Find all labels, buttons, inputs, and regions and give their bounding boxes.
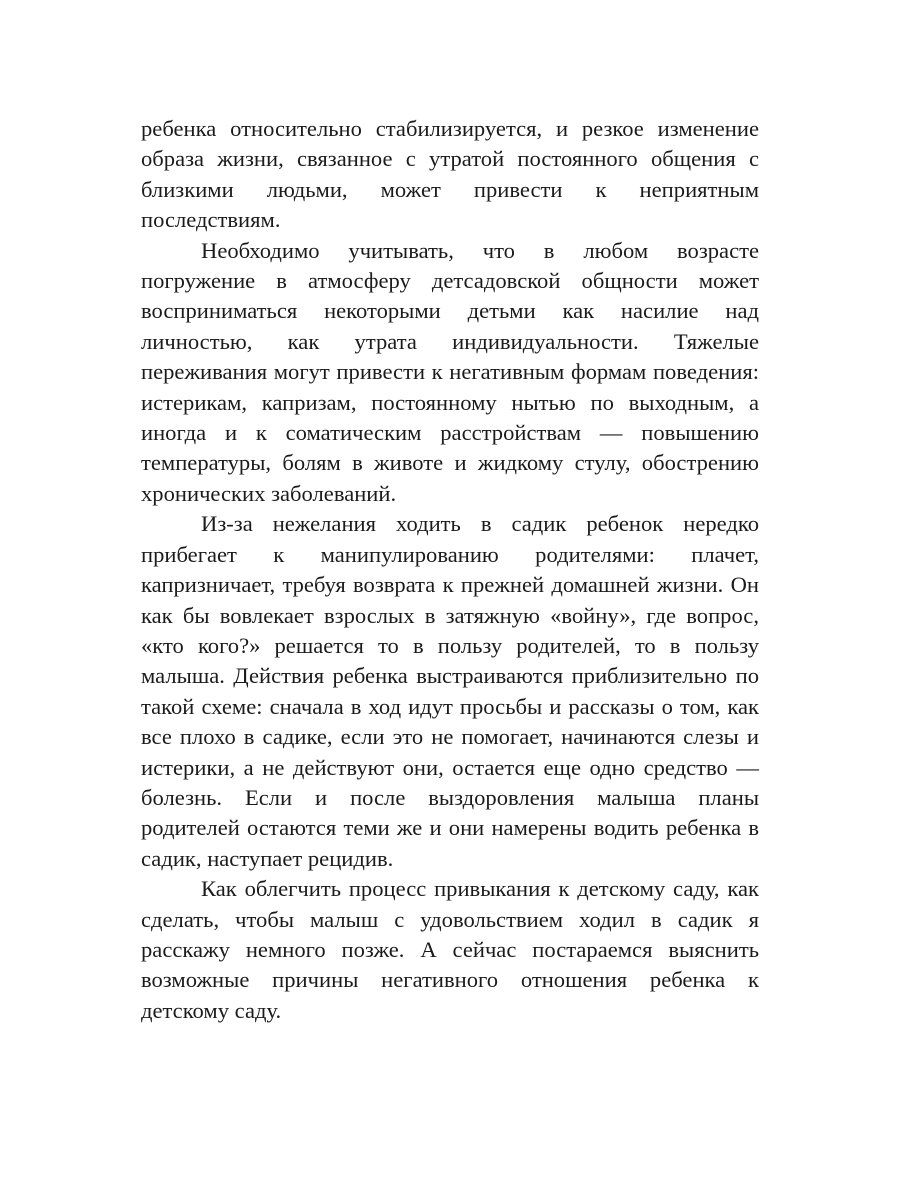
body-text [141,114,759,1026]
paragraph-outlook: Как облегчить процесс привыкания к детскому саду, как сделать, чтобы малыш с удовольствием ходил в садик я расскажу немного позже. А сейчас постараемся выяснить возможные причины негативного отношения ребенка к детскому саду. [141,876,759,1023]
paragraph-continuation: ребенка относительно стабилизируется, и резкое изменение образа жизни, связанное с утратой постоянного общения с близкими людьми, может привести к неприятным последствиям. [141,116,759,233]
paragraph-manipulation: Из-за нежелания ходить в садик ребенок нередко прибегает к манипулированию родителями: плачет, капризничает, требуя возврата к прежней домашней жизни. Он как бы вовлекает взрослых в затяжную «войну», где вопрос, «кто кого?» решается то в пользу родителей, то в пользу малыша. Действия ребенка выстраиваются приблизительно по такой схеме: сначала в ход идут просьбы и рассказы о том, как все плохо в садике, если это не помогает, начинаются слезы и истерики, а не действуют они, остается еще одно средство — болезнь. Если и после выздоровления малыша планы родителей остаются теми же и они намерены водить ребенка в садик, наступает рецидив. [141,511,759,871]
paragraph-adaptation-stress: Необходимо учитывать, что в любом возрасте погружение в атмосферу детсадовской общности может восприниматься некоторыми детьми как насилие над личностью, как утрата индивидуальности. Тяжелые переживания могут привести к негативным формам поведения: истерикам, капризам, постоянному нытью по выходным, а иногда и к соматическим расстройствам — повышению температуры, болям в животе и жидкому стулу, обострению хронических заболеваний. [141,237,759,506]
